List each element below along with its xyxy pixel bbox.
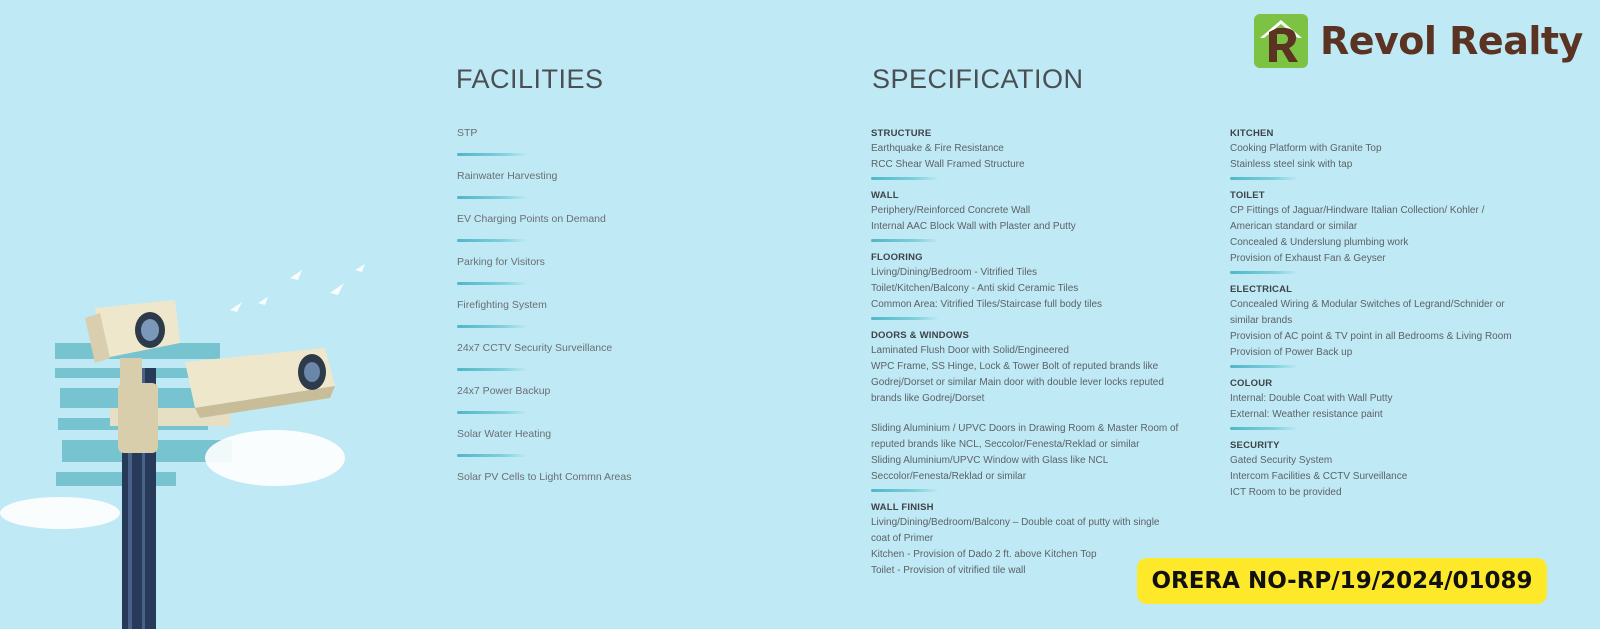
divider [871,317,939,320]
spec-line: RCC Shear Wall Framed Structure [871,159,1025,170]
facility-label: 24x7 Power Backup [457,385,551,397]
divider [457,196,527,199]
house-r-icon [1254,14,1308,68]
facility-label: Solar Water Heating [457,428,552,440]
brand-logo [1254,14,1583,68]
spec-line: Living/Dining/Bedroom - Vitrified Tiles [871,267,1038,278]
divider [457,454,527,457]
spec-line: American standard or similar [1230,221,1358,232]
spec-heading: TOILET [1230,190,1265,201]
divider [1230,365,1298,368]
spec-line: Internal AAC Block Wall with Plaster and Putty [871,221,1076,232]
spec-heading: SECURITY [1230,440,1280,451]
cctv-camera-icon [0,258,380,629]
spec-heading: STRUCTURE [871,128,932,139]
spec-line: Toilet/Kitchen/Balcony - Anti skid Ceramic Tiles [871,283,1079,294]
divider [1230,271,1298,274]
divider [457,153,527,156]
divider [457,368,527,371]
spec-section-security [1230,438,1570,501]
spec-section-electrical [1230,282,1570,368]
facilities-list [457,125,787,512]
spec-line: External: Weather resistance paint [1230,409,1383,420]
list-item [457,469,787,512]
spec-line: Sliding Aluminium / UPVC Doors in Drawing Room & Master Room of [871,423,1179,434]
spec-line: Laminated Flush Door with Solid/Engineered [871,345,1069,356]
spec-line: coat of Primer [871,533,934,544]
facility-label: Parking for Visitors [457,256,545,268]
spec-line: Internal: Double Coat with Wall Putty [1230,393,1393,404]
spec-section-colour [1230,376,1570,430]
spec-heading: FLOORING [871,252,923,263]
divider [457,282,527,285]
spec-heading: ELECTRICAL [1230,284,1293,295]
spec-line: Kitchen - Provision of Dado 2 ft. above Kitchen Top [871,549,1097,560]
divider [457,239,527,242]
spec-line: Provision of AC point & TV point in all Bedrooms & Living Room [1230,331,1512,342]
spec-heading: WALL [871,190,899,201]
facility-label: 24x7 CCTV Security Surveillance [457,342,613,354]
facility-label: STP [457,127,478,139]
spec-section-kitchen [1230,126,1570,180]
brand-name: Revol Realty [1320,19,1583,63]
spec-line: Gated Security System [1230,455,1333,466]
spec-line: Intercom Facilities & CCTV Surveillance [1230,471,1408,482]
spec-column-right [1230,126,1570,509]
spec-line: brands like Godrej/Dorset [871,393,985,404]
divider [871,239,939,242]
spec-line: Seccolor/Fenesta/Reklad or similar [871,471,1027,482]
spec-section-toilet [1230,188,1570,274]
facility-label: EV Charging Points on Demand [457,213,606,225]
spec-heading: KITCHEN [1230,128,1274,139]
spec-line: Sliding Aluminium/UPVC Window with Glass like NCL [871,455,1109,466]
spec-line: CP Fittings of Jaguar/Hindware Italian Collection/ Kohler / [1230,205,1485,216]
spec-line: Stainless steel sink with tap [1230,159,1353,170]
spec-heading: WALL FINISH [871,502,934,513]
spec-line: Toilet - Provision of vitrified tile wall [871,565,1026,576]
list-item [457,426,787,469]
list-item [457,168,787,211]
spec-line: Provision of Power Back up [1230,347,1353,358]
orera-badge: ORERA NO-RP/19/2024/01089 [1137,558,1547,604]
divider [457,325,527,328]
list-item [457,211,787,254]
list-item [457,340,787,383]
list-item [457,254,787,297]
spec-line: ICT Room to be provided [1230,487,1342,498]
spec-line: Common Area: Vitrified Tiles/Staircase full body tiles [871,299,1103,310]
facility-label: Rainwater Harvesting [457,170,558,182]
spec-line: Concealed & Underslung plumbing work [1230,237,1409,248]
spec-section-doors-windows [871,328,1211,492]
divider [1230,177,1298,180]
spec-line: WPC Frame, SS Hinge, Lock & Tower Bolt of reputed brands like [871,361,1159,372]
divider [457,411,527,414]
list-item [457,383,787,426]
facility-label: Solar PV Cells to Light Commn Areas [457,471,632,483]
list-item [457,125,787,168]
facilities-title: FACILITIES [456,64,604,94]
spec-line: similar brands [1230,315,1293,326]
spec-line: Godrej/Dorset or similar Main door with double lever locks reputed [871,377,1164,388]
spec-heading: COLOUR [1230,378,1273,389]
spec-line: reputed brands like NCL, Seccolor/Fenesta/Reklad or similar [871,439,1140,450]
spec-section-structure [871,126,1211,180]
spec-line: Earthquake & Fire Resistance [871,143,1004,154]
list-item [457,297,787,340]
spec-section-wall [871,188,1211,242]
spec-line: Living/Dining/Bedroom/Balcony – Double coat of putty with single [871,517,1160,528]
facility-label: Firefighting System [457,299,547,311]
spec-heading: DOORS & WINDOWS [871,330,969,341]
spec-line: Provision of Exhaust Fan & Geyser [1230,253,1386,264]
spec-line: Concealed Wiring & Modular Switches of Legrand/Schnider or [1230,299,1505,310]
spec-line: Periphery/Reinforced Concrete Wall [871,205,1031,216]
divider [871,489,939,492]
spec-line: Cooking Platform with Granite Top [1230,143,1382,154]
spec-column-left [871,126,1211,587]
divider [871,177,939,180]
spec-section-flooring [871,250,1211,320]
divider [1230,427,1298,430]
specification-title: SPECIFICATION [872,64,1084,94]
